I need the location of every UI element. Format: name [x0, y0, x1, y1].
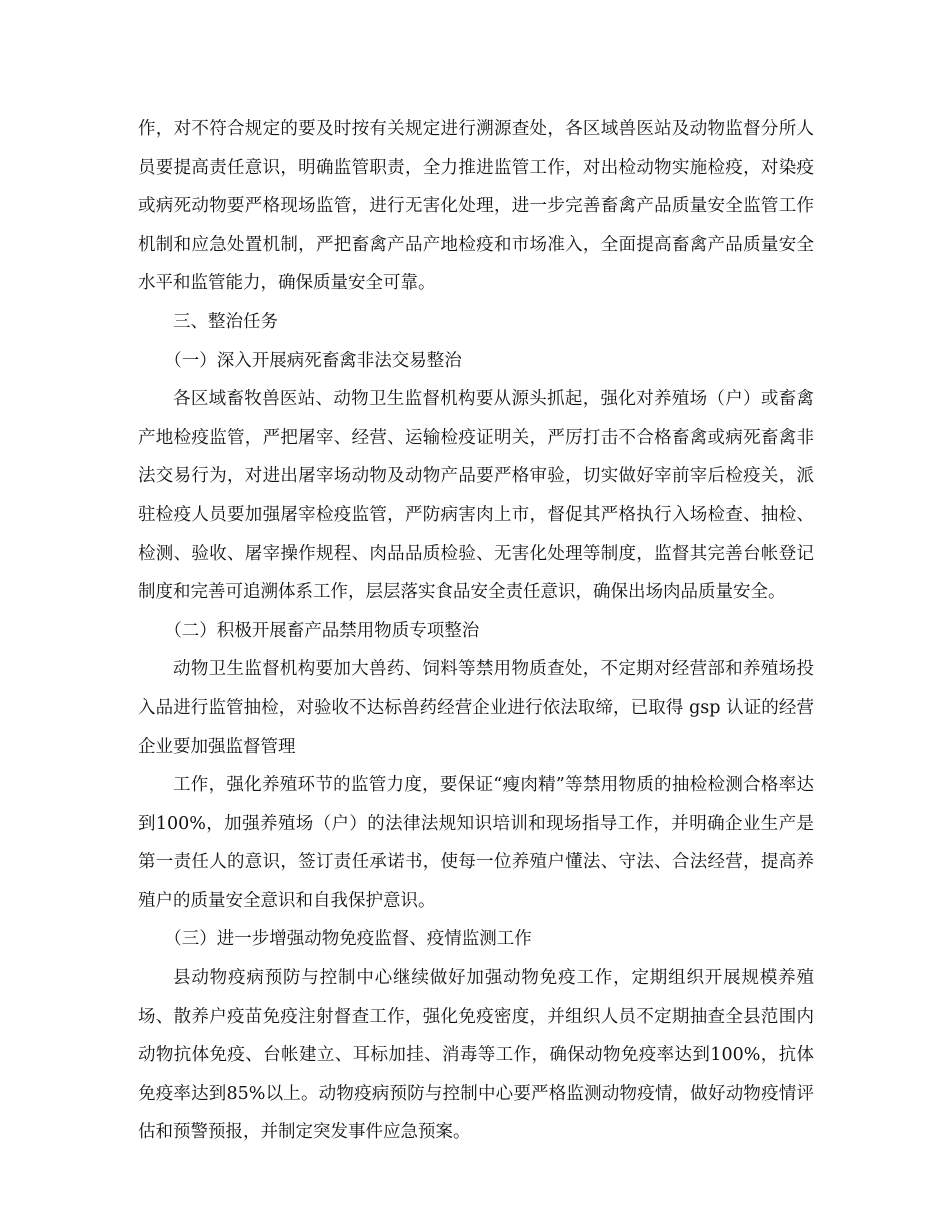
- subsection-heading-1: （一）深入开展病死畜禽非法交易整治: [164, 350, 462, 371]
- paragraph-continued: 作，对不符合规定的要及时按有关规定进行溯源查处，各区域兽医站及动物监督分所人员要提高责任意识，明确监管职责，全力推进监管工作，对出检动物实施检疫，对染疫或病死动物要严格现场监管，进行无害化处理，进一步完善畜禽产品质量安全监管工作机制和应急处置机制，严把畜禽产品产地检疫和市场准入，全面提高畜禽产品质量安全水平和监管能力，确保质量安全可靠。: [138, 119, 814, 294]
- document-body: [138, 110, 814, 1152]
- paragraph: 县动物疫病预防与控制中心继续做好加强动物免疫工作，定期组织开展规模养殖场、散养户疫苗免疫注射督查工作，强化免疫密度，并组织人员不定期抽查全县范围内动物抗体免疫、台帐建立、耳标加挂、消毒等工作，确保动物免疫率达到100%，抗体免疫率达到85%以上。动物疫病预防与控制中心要严格监测动物疫情，做好动物疫情评估和预警预报，并制定突发事件应急预案。: [138, 968, 814, 1143]
- section-heading-rectification-tasks: 三、整治任务: [173, 311, 278, 332]
- subsection-heading-2: （二）积极开展畜产品禁用物质专项整治: [164, 620, 480, 641]
- paragraph: 动物卫生监督机构要加大兽药、饲料等禁用物质查处，不定期对经营部和养殖场投入品进行监管抽检，对验收不达标兽药经营企业进行依法取缔，已取得 gsp 认证的经营企业要加强监督管理: [138, 659, 814, 757]
- paragraph: 各区域畜牧兽医站、动物卫生监督机构要从源头抓起，强化对养殖场（户）或畜禽产地检疫监管，严把屠宰、经营、运输检疫证明关，严厉打击不合格畜禽或病死畜禽非法交易行为，对进出屠宰场动物及动物产品要严格审验，切实做好宰前宰后检疫关，派驻检疫人员要加强屠宰检疫监管，严防病害肉上市，督促其严格执行入场检查、抽检、检测、验收、屠宰操作规程、肉品品质检验、无害化处理等制度，监督其完善台帐登记制度和完善可追溯体系工作，层层落实食品安全责任意识，确保出场肉品质量安全。: [138, 389, 814, 603]
- paragraph: 工作，强化养殖环节的监管力度，要保证“瘦肉精”等禁用物质的抽检检测合格率达到100%，加强养殖场（户）的法律法规知识培训和现场指导工作，并明确企业生产是第一责任人的意识，签订责任承诺书，使每一位养殖户懂法、守法、合法经营，提高养殖户的质量安全意识和自我保护意识。: [138, 775, 814, 911]
- subsection-heading-3: （三）进一步增强动物免疫监督、疫情监测工作: [164, 929, 532, 950]
